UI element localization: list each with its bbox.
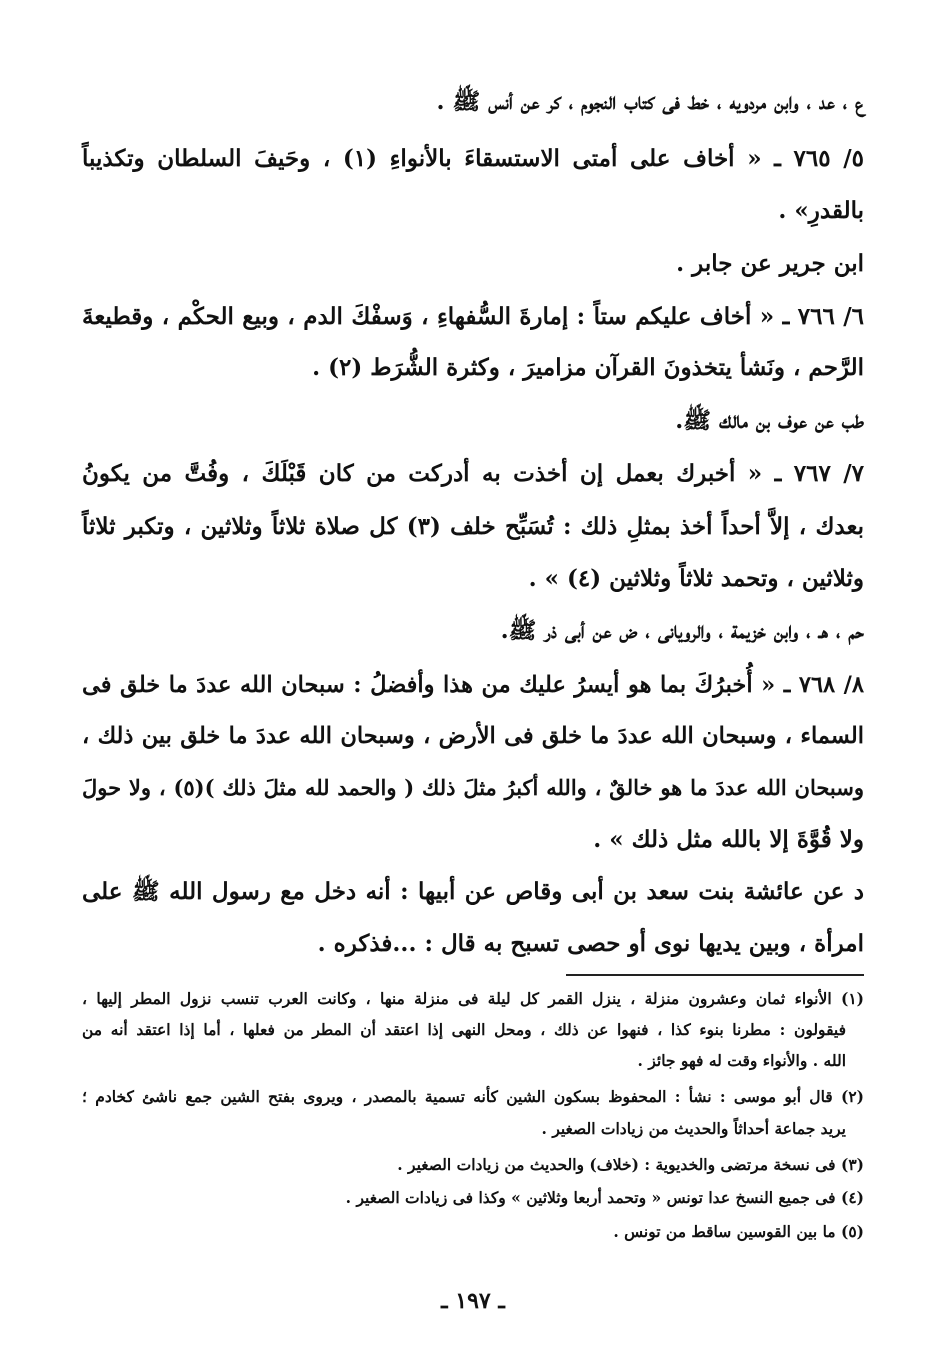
text-line: امرأة ، وبين يديها نوى أو حصى تسبح به قال : ...فذكره . <box>317 930 864 957</box>
footnote-4: (٤) فى جميع النسخ عدا تونس « وتحمد أربعا وثلاثين » وكذا فى زيادات الصغير . <box>345 1188 864 1207</box>
footnote-1: (١) الأنواء ثمان وعشرون منزلة ، ينزل القمر كل ليلة فى منزلة منها ، وكانت العرب تنسب نزول المطر إليها ، <box>82 989 864 1008</box>
text-line: ولا قُوَّةَ إلا بالله مثل ذلك » . <box>593 826 864 853</box>
text-line: السماء ، وسبحان الله عددَ ما خلق فى الأرض ، وسبحان الله عددَ ما خلق بين ذلك ، <box>82 723 864 749</box>
text-line: الرَّحم ، ونَشأ يتخذونَ القرآن مزاميرَ ، وكثرة الشُّرَط (٢) . <box>312 354 864 381</box>
source-line: ابن جرير عن جابر . <box>676 250 864 277</box>
source-line: حم ، هـ ، وابن خزيمة ، والرويانى ، ض عن أبى ذر ﷺ. <box>500 617 864 644</box>
text-line: وسبحان الله عددَ ما هو خالقٌ ، والله أكبرُ مثلَ ذلك ( والحمد لله مثلَ ذلك )(٥) ، ولا حولَ <box>82 775 864 800</box>
footnote-separator <box>566 974 864 976</box>
hadith-766-line: ٦/ ٧٦٦ ـ « أخاف عليكم ستاً : إمارةَ السُّفهاءِ ، وَسفْكَ الدم ، وبيع الحكْم ، وقطيعةَ <box>82 303 864 330</box>
source-line: طب عن عوف بن مالك ﷺ. <box>675 407 864 434</box>
text-line: ع ، عد ، وابن مردويه ، خط فى كتاب النجوم ، كر عن أنس ﷺ . <box>436 88 864 115</box>
footnote-2-cont: يريد جماعة أحداثاً والحديث من زيادات الصغير . <box>541 1119 846 1138</box>
footnote-2: (٢) قال أبو موسى : نشأ : المحفوظ بسكون الشين كأنه تسمية بالمصدر ، ويروى بفتح الشين جمع ناشئ كخادم ؛ <box>82 1087 864 1106</box>
hadith-767-line: ٧/ ٧٦٧ ـ « أخبرك بعمل إن أخذت به أدركت من كان قَبْلَكَ ، وفُتَّ من يكونُ <box>82 460 864 487</box>
page-number: ـ ١٩٧ ـ <box>441 1288 505 1314</box>
footnote-3: (٣) فى نسخة مرتضى والخديوية : (خلاف) والحديث من زيادات الصغير . <box>397 1155 864 1174</box>
source-line: د عن عائشة بنت سعد بن أبى وقاص عن أبيها : أنه دخل مع رسول الله ﷺ على <box>82 878 864 905</box>
hadith-768-line: ٨/ ٧٦٨ ـ « أُخبرُكَ بما هو أيسرُ عليك من هذا وأفضلُ : سبحان الله عددَ ما خلق فى <box>82 672 864 698</box>
text-line: بعدك ، إلاَّ أحداً أخذ بمثلِ ذلك : تُسَبِّح خلف (٣) كل صلاة ثلاثاً وثلاثين ، وتكبر ثلاثاً <box>82 513 864 540</box>
footnote-5: (٥) ما بين القوسين ساقط من تونس . <box>613 1222 864 1241</box>
footnote-1-cont: فيقولون : مطرنا بنوء كذا ، فنهوا عن ذلك ، ومحل النهى إذا اعتقد أن المطر من فعلها ، أما إذا اعتقد أنه من <box>82 1020 846 1039</box>
footnote-1-cont: الله . والأنواء وقت له فهو جائز . <box>637 1051 846 1070</box>
hadith-765-line: ٥/ ٧٦٥ ـ « أخاف على أمتى الاستسقاءَ بالأنواءِ (١) ، وحَيفَ السلطان وتكذيباً <box>82 145 864 172</box>
text-line: بالقدرِ» . <box>778 197 864 224</box>
text-line: وثلاثين ، وتحمد ثلاثاً وثلاثين (٤) » . <box>528 565 864 592</box>
